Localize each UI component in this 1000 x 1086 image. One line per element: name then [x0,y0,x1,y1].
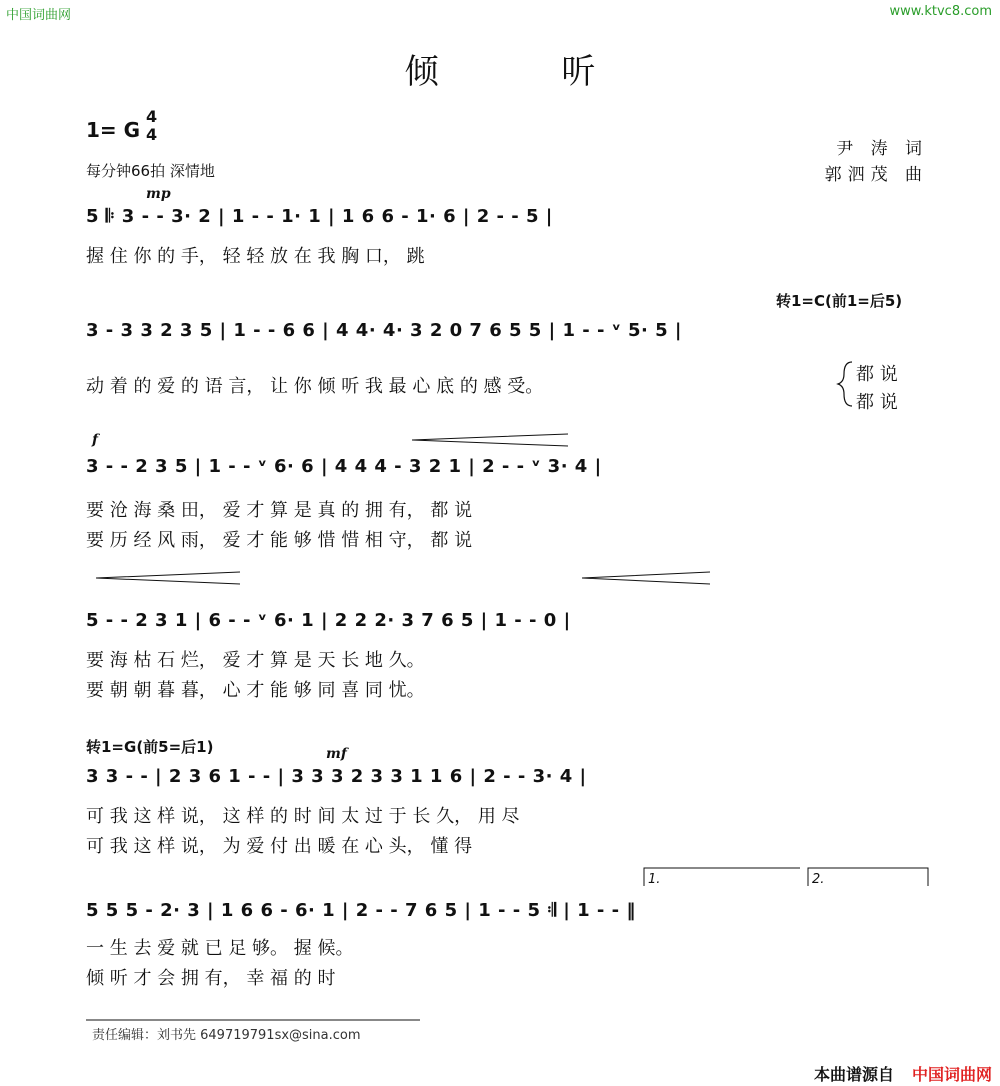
source-credit [814,1062,992,1085]
notation-row-6: 5 5 5 - 2· 3 | 1 6 6 - 6· 1 | 2 - - 7 6 5 | 1 - - 5 𝄇 | 1 - - ‖ [86,900,636,921]
volta-2-label: 2. [812,872,825,887]
notation-row-3: 3 - - 2 3 5 | 1 - - ᵛ 6· 6 | 4 4 4 - 3 2 1 | 2 - - ᵛ 3· 4 | [86,456,602,477]
watermark-site-url: www.ktvc8.com [889,4,992,19]
lyrics-row-2-verse-1: 动 着 的 爱 的 语 言， 让 你 倾 听 我 最 心 底 的 感 受。 [86,376,544,397]
lyrics-row-1-verse-1: 握 住 你 的 手， 轻 轻 放 在 我 胸 口， 跳 [86,246,425,267]
lyrics-row-3-verse-1: 要 沧 海 桑 田， 爱 才 算 是 真 的 拥 有， 都 说 [86,500,473,521]
lyrics-row-4-verse-2: 要 朝 朝 暮 暮， 心 才 能 够 同 喜 同 忧。 [86,680,425,701]
watermark-site-name: 中国词曲网 [6,8,72,23]
lyrics-row-2-pickup-2: 都 说 [856,392,898,413]
notation-row-1: 5 𝄆 3 - - 3· 2 | 1 - - 1· 1 | 1 6 6 - 1· 6 | 2 - - 5 | [86,206,553,227]
composer-credit: 郭泗茂 曲 [824,165,928,185]
lyrics-row-3-verse-2: 要 历 经 风 雨， 爱 才 能 够 惜 惜 相 守， 都 说 [86,530,473,551]
crescendo-hairpin [582,572,710,584]
lyrics-row-6-verse-2: 倾 听 才 会 拥 有， 幸 福 的 时 [86,968,336,989]
decrescendo-hairpin [96,572,240,584]
key-signature: 1= G [86,118,141,142]
lyrics-row-5-verse-1: 可 我 这 样 说， 这 样 的 时 间 太 过 于 长 久， 用 尽 [86,806,520,827]
dynamic-mark: mf [326,746,347,762]
source-site-name: 中国词曲网 [911,1065,992,1084]
tempo-marking: 每分钟66拍 深情地 [86,162,215,180]
notation-row-2: 3 - 3 3 2 3 5 | 1 - - 6 6 | 4 4· 4· 3 2 0 7 6 5 5 | 1 - - ᵛ 5· 5 | [86,320,682,341]
crescendo-hairpin [412,434,568,446]
lyrics-row-2-pickup-1: 都 说 [856,364,898,385]
dynamic-mark: mp [146,186,171,202]
volta-bracket-2 [808,868,928,886]
volta-bracket-1 [644,868,800,886]
lyricist-credit: 尹 涛 词 [836,139,928,159]
notation-row-5: 3 3 - - | 2 3 6 1 - - | 3 3 3 2 3 3 1 1 6 | 2 - - 3· 4 | [86,766,587,787]
volta-1-label: 1. [648,872,661,887]
source-label: 本曲谱源自 [813,1065,894,1084]
lyrics-row-6-verse-1: 一 生 去 爱 就 已 足 够。 握 候。 [86,938,354,959]
modulation-mark: 转1=C(前1=后5) [776,292,903,310]
editor-credit: 责任编辑：刘书先 649719791sx@sina.com [92,1028,361,1043]
modulation-mark: 转1=G(前5=后1) [86,738,214,756]
lyric-brace [838,362,852,406]
song-title: 倾 听 [404,52,652,92]
meter-bottom: 4 [146,125,158,144]
lyrics-row-5-verse-2: 可 我 这 样 说， 为 爱 付 出 暖 在 心 头， 懂 得 [86,836,473,857]
lyrics-row-4-verse-1: 要 海 枯 石 烂， 爱 才 算 是 天 长 地 久。 [86,650,425,671]
meter-top: 4 [146,107,158,126]
dynamic-mark: f [92,432,99,448]
notation-row-4: 5 - - 2 3 1 | 6 - - ᵛ 6· 1 | 2 2 2· 3 7 6 5 | 1 - - 0 | [86,610,571,631]
